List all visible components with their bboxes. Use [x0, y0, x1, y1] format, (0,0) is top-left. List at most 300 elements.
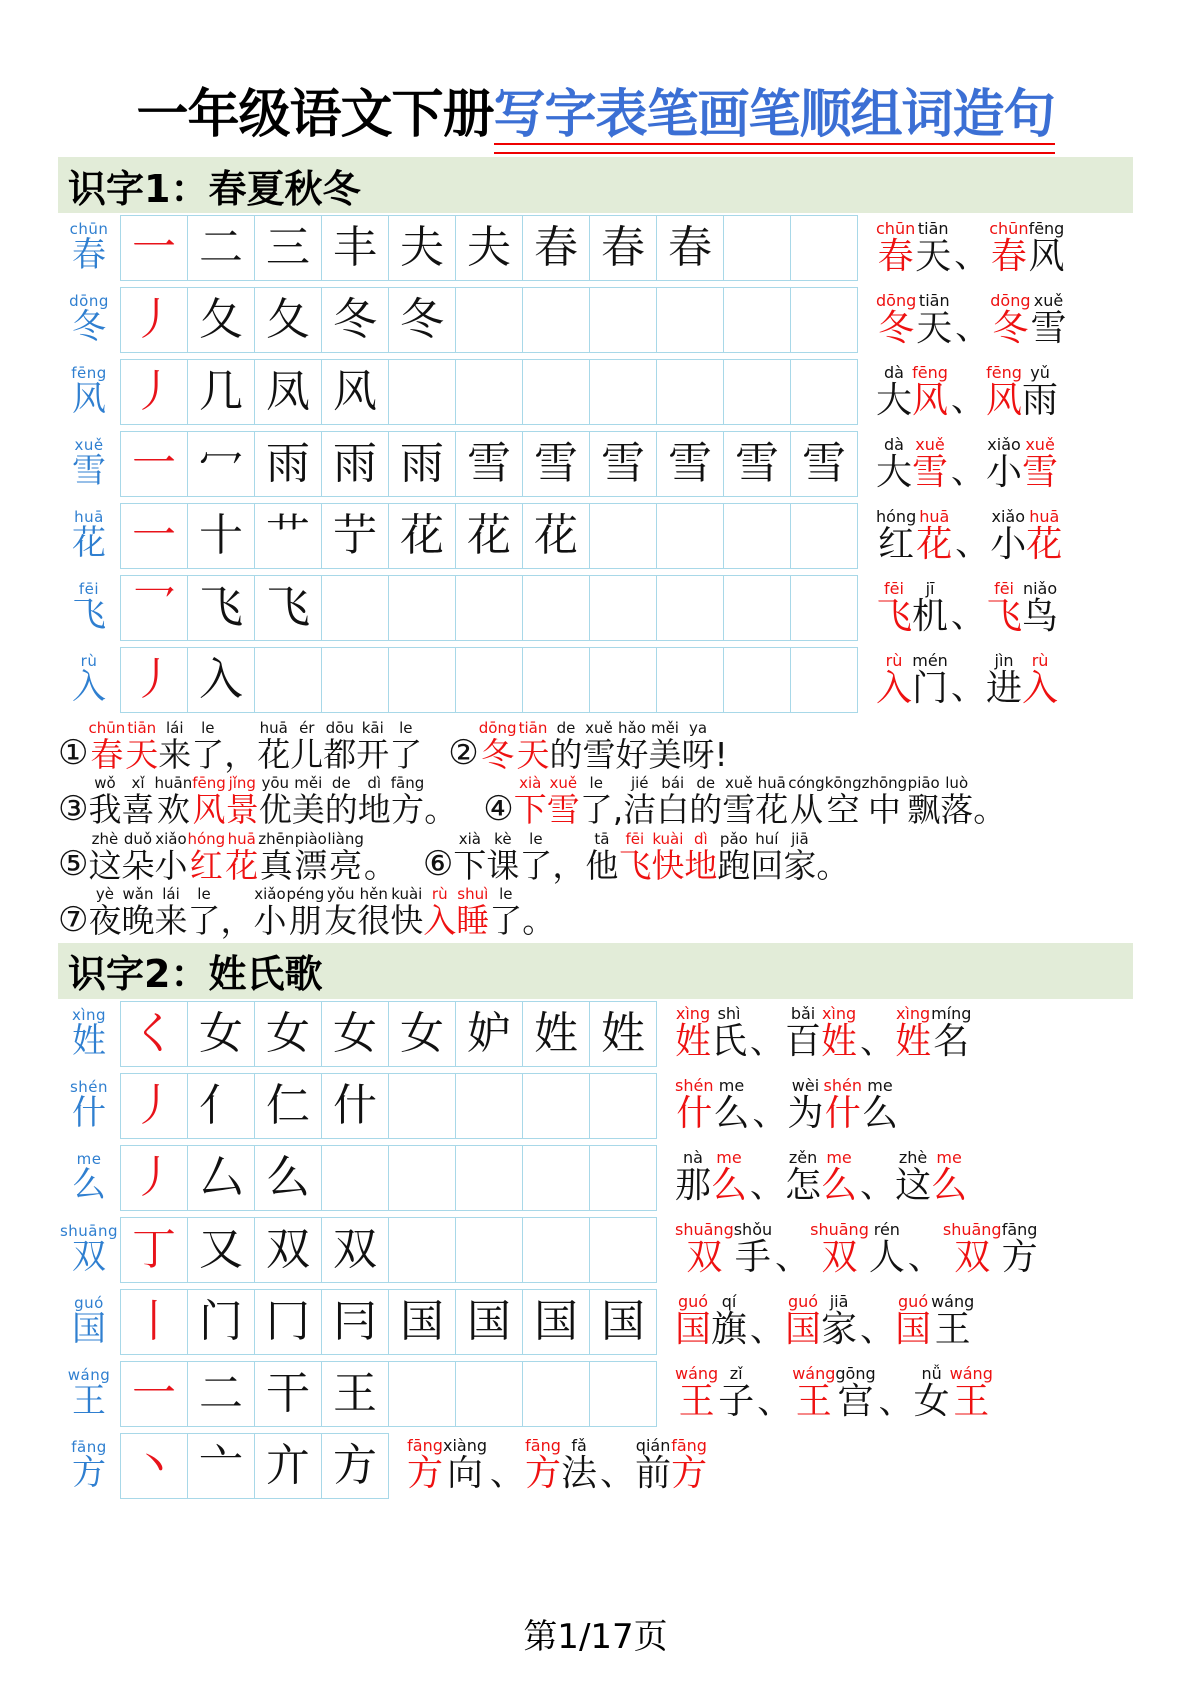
pinyin-text: jiā: [791, 829, 809, 848]
hanzi-text: 。: [363, 845, 397, 885]
stroke-glyph: 么: [266, 1151, 310, 1203]
stroke-cell[interactable]: [590, 1290, 657, 1355]
stroke-cell[interactable]: [456, 216, 523, 281]
stroke-cell[interactable]: [121, 1362, 188, 1427]
ruby-char: [258, 774, 292, 830]
stroke-cell[interactable]: [724, 432, 791, 497]
stroke-cell[interactable]: [188, 288, 255, 353]
stroke-cell[interactable]: [724, 288, 791, 353]
stroke-cell[interactable]: [389, 1146, 456, 1211]
stroke-cell[interactable]: [389, 1362, 456, 1427]
sentence-row: [58, 719, 1133, 774]
stroke-cell[interactable]: [456, 1362, 523, 1427]
ruby-char: [876, 506, 917, 565]
stroke-cell[interactable]: [389, 1218, 456, 1283]
stroke-cell[interactable]: [590, 1002, 657, 1067]
stroke-glyph: 王: [333, 1367, 377, 1419]
ruby-char: [810, 1222, 869, 1277]
word-group: [675, 1222, 1040, 1277]
stroke-cell[interactable]: [322, 1146, 389, 1211]
stroke-cell[interactable]: [590, 432, 657, 497]
vocabulary-words: [657, 1287, 1133, 1357]
pinyin-text: kuài: [391, 885, 423, 904]
stroke-cell[interactable]: [590, 576, 657, 641]
stroke-cell[interactable]: [255, 216, 322, 281]
sentence-number: ③: [58, 788, 89, 829]
ruby-char: [876, 578, 913, 637]
hanzi-text: 风: [986, 379, 1023, 421]
pinyin-text: niǎo: [1022, 578, 1058, 598]
character-row: [58, 285, 1133, 355]
stroke-glyph: 姓: [601, 1007, 645, 1059]
stroke-cell[interactable]: [590, 288, 657, 353]
vocabulary-word: [986, 578, 1059, 637]
page-footer: 第1/17页: [523, 1617, 668, 1657]
stroke-cell[interactable]: [590, 360, 657, 425]
stroke-cell[interactable]: [389, 1290, 456, 1355]
hanzi-text: 方: [1001, 1237, 1038, 1279]
stroke-cell[interactable]: [121, 216, 188, 281]
stroke-glyph: 女: [266, 1007, 310, 1059]
hanzi-text: 中: [867, 790, 901, 830]
stroke-cell[interactable]: [389, 1002, 456, 1067]
pinyin-text: huā: [1029, 506, 1060, 526]
sentence-number: ②: [448, 733, 479, 774]
ruby-char: [912, 434, 949, 493]
pinyin-text: nà: [683, 1148, 703, 1168]
hanzi-text: 冬: [878, 307, 915, 349]
stroke-cell[interactable]: [389, 648, 456, 713]
pinyin-text: fēng: [1028, 218, 1065, 238]
stroke-cell[interactable]: [255, 288, 322, 353]
stroke-cell[interactable]: [791, 360, 858, 425]
stroke-cell[interactable]: [590, 648, 657, 713]
stroke-cell[interactable]: [188, 1002, 255, 1067]
stroke-cell[interactable]: [523, 1146, 590, 1211]
stroke-cell[interactable]: [791, 504, 858, 569]
ruby-char: [389, 719, 423, 774]
ruby-char: [713, 1078, 749, 1133]
pinyin-text: me: [936, 1148, 962, 1168]
stroke-cell[interactable]: [590, 1362, 657, 1427]
stroke-cell[interactable]: [255, 432, 322, 497]
word-group: [675, 1366, 995, 1421]
stroke-cell[interactable]: [121, 1290, 188, 1355]
stroke-cell[interactable]: [456, 648, 523, 713]
stroke-glyph: 双: [333, 1223, 377, 1275]
stroke-cell[interactable]: [523, 1362, 590, 1427]
stroke-cell[interactable]: [590, 1146, 657, 1211]
ruby-char: [158, 719, 192, 774]
vocabulary-word: [876, 362, 949, 421]
stroke-glyph: 夫: [400, 222, 444, 273]
stroke-cell[interactable]: [188, 1074, 255, 1139]
hanzi-text: 我: [88, 790, 122, 830]
stroke-cell[interactable]: [724, 504, 791, 569]
stroke-cell[interactable]: [523, 288, 590, 353]
stroke-glyph: 亣: [266, 1439, 310, 1491]
stroke-cell[interactable]: [255, 504, 322, 569]
hanzi-text: 夜: [88, 900, 122, 940]
ruby-char: [154, 774, 193, 830]
stroke-cell[interactable]: [791, 576, 858, 641]
ruby-char: [612, 776, 624, 830]
hanzi-text: 亮: [329, 845, 363, 885]
stroke-cell[interactable]: [456, 504, 523, 569]
stroke-cell[interactable]: [456, 1290, 523, 1355]
stroke-cell[interactable]: [121, 504, 188, 569]
stroke-cell[interactable]: [322, 216, 389, 281]
hanzi-text: 方: [671, 1453, 708, 1495]
hanzi-text: 前: [635, 1453, 672, 1495]
stroke-glyph: 春: [534, 222, 578, 273]
ruby-char: [675, 1006, 711, 1061]
stroke-cell[interactable]: [121, 1002, 188, 1067]
stroke-cell[interactable]: [724, 360, 791, 425]
stroke-glyph: 丨: [132, 1295, 176, 1347]
stroke-cell[interactable]: [188, 1290, 255, 1355]
pinyin-text: huā: [757, 774, 786, 793]
stroke-cell[interactable]: [322, 504, 389, 569]
stroke-cell[interactable]: [791, 432, 858, 497]
stroke-glyph: 丿: [132, 1151, 176, 1203]
character-row: [58, 645, 1133, 715]
character-pinyin: shén: [69, 1077, 109, 1096]
stroke-glyph: 丰: [333, 222, 377, 273]
stroke-cell[interactable]: [657, 360, 724, 425]
stroke-cell[interactable]: [255, 360, 322, 425]
stroke-cell[interactable]: [523, 1218, 590, 1283]
vocabulary-word: [895, 1006, 971, 1061]
ruby-char: [363, 832, 397, 885]
pinyin-text: qí: [721, 1292, 737, 1312]
ruby-char: [549, 719, 583, 774]
stroke-cell[interactable]: [389, 1074, 456, 1139]
stroke-cell[interactable]: [121, 432, 188, 497]
stroke-cell[interactable]: [188, 1218, 255, 1283]
hanzi-text: 漂: [294, 845, 328, 885]
stroke-cell[interactable]: [322, 288, 389, 353]
hanzi-text: 优: [258, 790, 292, 830]
character-row: [58, 357, 1133, 427]
pinyin-text: chūn: [88, 719, 126, 737]
pinyin-text: jī: [925, 578, 935, 598]
stroke-cell[interactable]: [456, 360, 523, 425]
stroke-cell[interactable]: [389, 360, 456, 425]
pinyin-text: de: [331, 774, 351, 793]
hanzi-text: 快: [651, 845, 685, 885]
character-label: [58, 213, 120, 283]
hanzi-text: 美: [648, 734, 682, 774]
hanzi-text: 。: [522, 900, 556, 940]
word-separator: 、: [951, 596, 986, 637]
stroke-cell[interactable]: [590, 216, 657, 281]
pinyin-text: dōu: [325, 719, 354, 737]
stroke-cell[interactable]: [121, 360, 188, 425]
stroke-cell[interactable]: [657, 288, 724, 353]
stroke-cell[interactable]: [121, 1434, 188, 1499]
hanzi-text: 么: [821, 1165, 858, 1207]
hanzi-text: 王: [795, 1381, 832, 1423]
vocabulary-word: [785, 1294, 857, 1349]
stroke-cell[interactable]: [322, 1074, 389, 1139]
stroke-cell[interactable]: [255, 1290, 322, 1355]
stroke-cell[interactable]: [322, 432, 389, 497]
stroke-cell[interactable]: [389, 504, 456, 569]
stroke-cell[interactable]: [590, 1218, 657, 1283]
ruby-char: [357, 774, 391, 830]
hanzi-text: 机: [912, 595, 949, 637]
ruby-char: [1022, 434, 1059, 493]
stroke-cell[interactable]: [121, 1146, 188, 1211]
ruby-char: [88, 885, 122, 940]
stroke-cell[interactable]: [657, 504, 724, 569]
stroke-cell[interactable]: [255, 1434, 322, 1499]
stroke-cell[interactable]: [322, 648, 389, 713]
word-group: [675, 1150, 969, 1205]
ruby-char: [1030, 290, 1067, 349]
pinyin-text: shuāng: [942, 1220, 1002, 1240]
hanzi-text: 双: [954, 1237, 991, 1279]
character-row: [58, 1359, 1133, 1429]
stroke-cell[interactable]: [188, 648, 255, 713]
pinyin-text: zěn: [788, 1148, 818, 1168]
character-practice-table: [58, 213, 1133, 715]
ruby-char: [785, 1294, 821, 1349]
stroke-cell[interactable]: [188, 504, 255, 569]
stroke-glyph: 十: [199, 510, 243, 561]
ruby-char: [950, 1366, 993, 1421]
ruby-char: [675, 1366, 718, 1421]
stroke-cell[interactable]: [121, 288, 188, 353]
ruby-char: [224, 721, 258, 774]
stroke-cell[interactable]: [456, 432, 523, 497]
hanzi-text: 。: [973, 790, 1007, 830]
pinyin-text: kè: [494, 829, 512, 848]
pinyin-text: jiā: [829, 1292, 849, 1312]
stroke-cell[interactable]: [389, 216, 456, 281]
stroke-cell[interactable]: [322, 1434, 389, 1499]
stroke-cell[interactable]: [523, 648, 590, 713]
stroke-cell[interactable]: [255, 576, 322, 641]
hanzi-text: 了: [579, 790, 613, 830]
section-header-2: [58, 943, 1133, 999]
stroke-glyph: 雪: [534, 438, 578, 489]
pinyin-text: fēi: [994, 578, 1014, 598]
word-separator: 、: [750, 1165, 785, 1206]
pinyin-text: pǎo: [719, 829, 748, 848]
stroke-order-grid: [120, 503, 858, 569]
vocabulary-words: [657, 1215, 1133, 1285]
stroke-cell[interactable]: [657, 216, 724, 281]
character-pinyin: huā: [74, 508, 104, 527]
stroke-cell[interactable]: [255, 1362, 322, 1427]
ruby-char: [1022, 578, 1059, 637]
sentence-row: [58, 829, 1133, 885]
ruby-char: [835, 1366, 875, 1421]
pinyin-text: měi: [650, 719, 679, 737]
pinyin-text: hóng: [876, 506, 917, 526]
stroke-cell[interactable]: [322, 1290, 389, 1355]
hanzi-text: 鸟: [1022, 595, 1059, 637]
stroke-glyph: く: [132, 1007, 176, 1059]
stroke-cell[interactable]: [322, 576, 389, 641]
ruby-char: [861, 774, 908, 830]
hanzi-text: 姓: [821, 1021, 858, 1063]
stroke-cell[interactable]: [188, 1146, 255, 1211]
stroke-glyph: 女: [400, 1007, 444, 1059]
hanzi-text: 人: [868, 1237, 905, 1279]
character-hanzi: 入: [72, 667, 106, 708]
vocabulary-word: [943, 1222, 1038, 1277]
character-label: [58, 1215, 120, 1285]
ruby-char: [675, 1078, 713, 1133]
stroke-cell[interactable]: [523, 576, 590, 641]
stroke-cell[interactable]: [657, 576, 724, 641]
character-row: [58, 1287, 1133, 1357]
stroke-cell[interactable]: [389, 432, 456, 497]
hanzi-text: 家: [783, 845, 817, 885]
hanzi-text: 王: [934, 1309, 971, 1351]
ruby-char: [750, 829, 784, 885]
hanzi-text: 下: [453, 845, 487, 885]
stroke-cell[interactable]: [121, 648, 188, 713]
vocabulary-words: [858, 645, 1133, 715]
hanzi-text: 么: [931, 1165, 968, 1207]
stroke-glyph: 夫: [467, 222, 511, 273]
hanzi-text: 美: [291, 790, 325, 830]
pinyin-text: nǚ: [921, 1364, 942, 1384]
ruby-char: [1022, 362, 1059, 421]
stroke-glyph: 冬: [400, 294, 444, 345]
stroke-cell[interactable]: [523, 504, 590, 569]
stroke-cell[interactable]: [322, 1362, 389, 1427]
stroke-cell[interactable]: [322, 360, 389, 425]
hanzi-text: 宫: [837, 1381, 874, 1423]
hanzi-text: 课: [486, 845, 520, 885]
stroke-cell[interactable]: [523, 1290, 590, 1355]
stroke-cell[interactable]: [724, 576, 791, 641]
ruby-char: [675, 1222, 734, 1277]
word-group: [675, 1294, 976, 1349]
stroke-cell[interactable]: [523, 1002, 590, 1067]
vocabulary-word: [876, 506, 953, 565]
stroke-cell[interactable]: [456, 1074, 523, 1139]
stroke-cell[interactable]: [188, 1434, 255, 1499]
stroke-cell[interactable]: [456, 1002, 523, 1067]
sentence-number: ①: [58, 733, 89, 774]
word-separator: 、: [752, 1093, 787, 1134]
pinyin-text: luò: [945, 774, 969, 793]
pinyin-text: dōng: [990, 290, 1031, 310]
ruby-char: [513, 774, 547, 830]
character-hanzi: 风: [72, 379, 106, 420]
stroke-cell[interactable]: [322, 1218, 389, 1283]
stroke-cell[interactable]: [724, 648, 791, 713]
stroke-cell[interactable]: [724, 216, 791, 281]
ruby-char: [755, 774, 789, 830]
stroke-cell[interactable]: [523, 216, 590, 281]
stroke-cell[interactable]: [188, 216, 255, 281]
stroke-cell[interactable]: [255, 1002, 322, 1067]
stroke-cell[interactable]: [255, 1074, 322, 1139]
character-row: [58, 501, 1133, 571]
hanzi-text: 儿: [290, 734, 324, 774]
hanzi-text: 冬: [481, 734, 515, 774]
stroke-glyph: 风: [333, 366, 377, 417]
stroke-cell[interactable]: [456, 576, 523, 641]
stroke-cell[interactable]: [188, 360, 255, 425]
hanzi-text: 春: [90, 734, 124, 774]
hanzi-text: 很: [357, 900, 391, 940]
stroke-cell[interactable]: [255, 1218, 322, 1283]
stroke-cell[interactable]: [523, 1074, 590, 1139]
ruby-char: [792, 1366, 835, 1421]
pinyin-text: de: [696, 774, 716, 793]
stroke-cell[interactable]: [456, 288, 523, 353]
stroke-cell[interactable]: [322, 1002, 389, 1067]
stroke-cell[interactable]: [121, 1074, 188, 1139]
pinyin-text: tiān: [917, 218, 949, 238]
stroke-cell[interactable]: [188, 432, 255, 497]
stroke-cell[interactable]: [255, 1146, 322, 1211]
stroke-cell[interactable]: [188, 1362, 255, 1427]
ruby-char: [192, 774, 226, 830]
ruby-char: [931, 1006, 971, 1061]
stroke-cell[interactable]: [121, 1218, 188, 1283]
ruby-char: [443, 1438, 487, 1493]
ruby-char: [711, 1006, 747, 1061]
stroke-cell[interactable]: [590, 1074, 657, 1139]
stroke-cell[interactable]: [590, 504, 657, 569]
hanzi-text: 天: [125, 734, 159, 774]
pinyin-text: huā: [919, 506, 950, 526]
stroke-cell[interactable]: [255, 648, 322, 713]
character-row: [58, 999, 1133, 1069]
vocabulary-words: [858, 573, 1133, 643]
ruby-char: [711, 1150, 747, 1205]
stroke-cell[interactable]: [791, 288, 858, 353]
stroke-glyph: 雨: [400, 438, 444, 489]
stroke-cell[interactable]: [389, 576, 456, 641]
pinyin-text: xuě: [1025, 434, 1055, 454]
pinyin-text: xiǎo: [987, 434, 1021, 454]
hanzi-text: 花: [1026, 523, 1063, 565]
stroke-cell[interactable]: [657, 432, 724, 497]
vocabulary-word: [675, 1294, 747, 1349]
pinyin-text: huā: [259, 719, 288, 737]
hanzi-text: 法: [561, 1453, 598, 1495]
hanzi-text: 么: [711, 1165, 748, 1207]
stroke-cell[interactable]: [389, 288, 456, 353]
stroke-cell[interactable]: [456, 1146, 523, 1211]
stroke-cell[interactable]: [657, 648, 724, 713]
ruby-char: [478, 719, 517, 774]
stroke-cell[interactable]: [523, 360, 590, 425]
character-row: [58, 213, 1133, 283]
stroke-cell[interactable]: [523, 432, 590, 497]
stroke-cell[interactable]: [121, 576, 188, 641]
stroke-cell[interactable]: [791, 648, 858, 713]
stroke-cell[interactable]: [791, 216, 858, 281]
word-group: [876, 290, 1069, 349]
ruby-char: [876, 362, 913, 421]
stroke-cell[interactable]: [456, 1218, 523, 1283]
stroke-glyph: 飞: [199, 582, 243, 633]
character-hanzi: 冬: [72, 307, 106, 348]
stroke-cell[interactable]: [188, 576, 255, 641]
ruby-char: [225, 829, 259, 885]
